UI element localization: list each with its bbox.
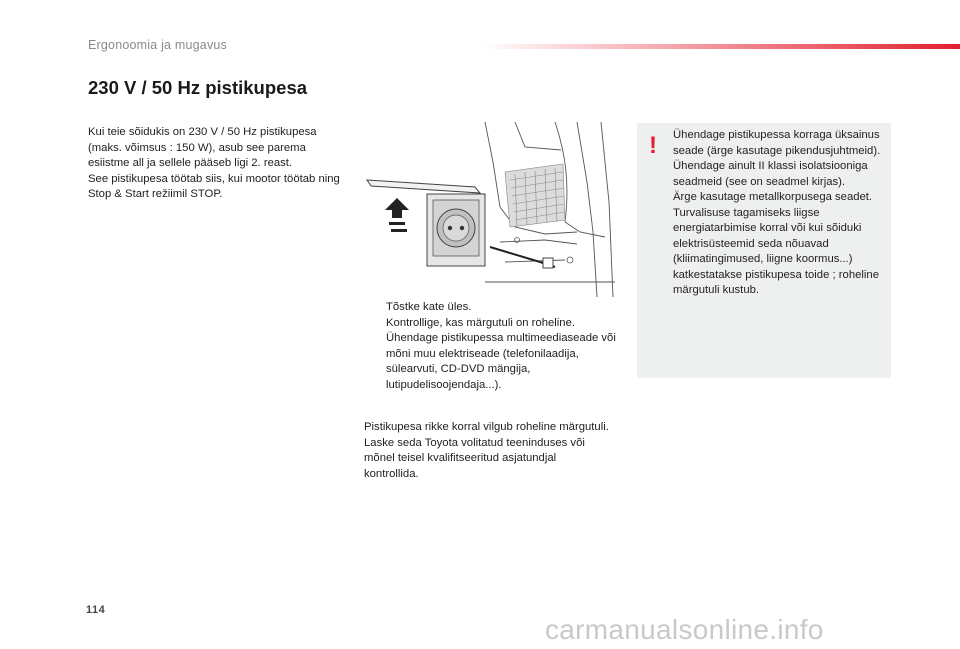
socket-cover — [367, 180, 480, 193]
intro-paragraph: Kui teie sõidukis on 230 V / 50 Hz pistikupesa (maks. võimsus : 150 W), asub see parema esiistme all ja sellele pääseb ligi 2. reast. — [88, 126, 317, 169]
fault-note — [364, 420, 609, 482]
fault-note-line: Laske seda Toyota volitatud teeninduses või mõnel teisel kvalifitseeritud asjatundjal kontrollida. — [364, 436, 585, 480]
warning-line: Ühendage ainult II klassi isolatsiooniga seadmeid (see on seadmel kirjas). — [673, 160, 868, 188]
fault-note-line: Pistikupesa rikke korral vilgub roheline märgutuli. — [364, 421, 609, 433]
warning-box — [637, 123, 891, 378]
header-accent-rule — [480, 44, 960, 49]
step-item — [364, 316, 629, 332]
warning-line: Turvalisuse tagamiseks liigse energiatarbimise korral või kui sõiduki elektrisüsteemid seda nõuavad (kliimatingimused, liigne koormus...) katkestatakse pistikupesa toide ; roheline märgutuli kustub. — [673, 206, 879, 296]
intro-text — [88, 125, 343, 203]
warning-line: Ärge kasutage metallkorpusega seadet. — [673, 191, 873, 203]
step-item — [364, 300, 629, 316]
seat-mesh — [505, 164, 565, 227]
step-text: Ühendage pistikupessa multimeediaseade või mõni muu elektriseade (telefonilaadija, sülearvuti, CD-DVD mängija, lutipudelisoojendaja...). — [386, 332, 616, 391]
page-title: 230 V / 50 Hz pistikupesa — [88, 77, 308, 98]
socket-illustration — [365, 122, 615, 297]
warning-text — [673, 128, 887, 299]
intro-paragraph: See pistikupesa töötab siis, kui mootor töötab ning Stop & Start režiimil STOP. — [88, 172, 340, 200]
exclamation-icon: ! — [649, 132, 657, 159]
page-number: 114 — [86, 604, 106, 616]
step-text: Tõstke kate üles. — [386, 301, 472, 313]
section-header: Ergonoomia ja mugavus — [88, 38, 227, 52]
warning-line: Ühendage pistikupessa korraga üksainus seade (ärge kasutage pikendusjuhtmeid). — [673, 129, 881, 157]
step-text: Kontrollige, kas märgutuli on roheline. — [386, 316, 576, 329]
step-item — [364, 331, 629, 393]
watermark: carmanualsonline.info — [545, 614, 824, 645]
power-socket-icon — [427, 194, 485, 266]
steps-list — [364, 300, 629, 393]
lift-arrow-icon — [385, 198, 409, 232]
